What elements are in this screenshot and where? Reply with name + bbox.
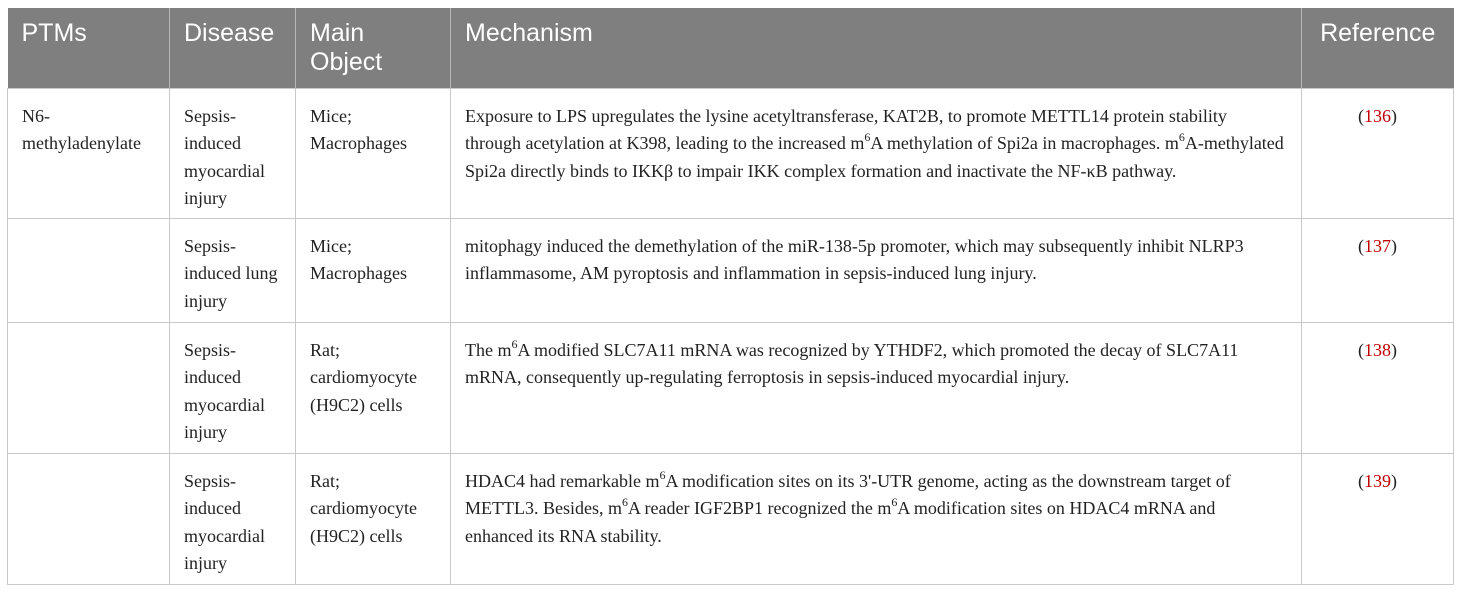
cell-ptm: [8, 322, 170, 453]
mechanism-text: A modification sites on its 3'-UTR genome, acting as the downstream target of METTL3. Besides, m: [465, 470, 1231, 518]
cell-disease: Sepsis-induced lung injury: [170, 218, 296, 322]
header-reference: Reference: [1302, 8, 1454, 88]
reference-link[interactable]: 137: [1364, 235, 1391, 256]
header-mechanism: Mechanism: [451, 8, 1302, 88]
cell-disease: Sepsis-induced myocardial injury: [170, 453, 296, 584]
cell-reference: (138): [1302, 322, 1454, 453]
superscript: 6: [864, 130, 871, 144]
header-ptms: PTMs: [8, 8, 170, 88]
superscript: 6: [891, 495, 898, 509]
reference-link[interactable]: 138: [1364, 339, 1391, 360]
reference-link[interactable]: 136: [1364, 105, 1391, 126]
table-container: [7, 8, 1453, 585]
header-main-object: Main Object: [296, 8, 451, 88]
reference-link[interactable]: 139: [1364, 470, 1391, 491]
cell-main-object: Mice; Macrophages: [296, 218, 451, 322]
mechanism-text: A methylation of Spi2a in macrophages. m: [870, 133, 1179, 153]
cell-mechanism: [451, 453, 1302, 584]
cell-ptm: [8, 218, 170, 322]
cell-mechanism: [451, 322, 1302, 453]
mechanism-text: A-methylated Spi2a directly binds to IKKβ to impair IKK complex formation and inactivate the NF-κB pathway.: [465, 133, 1284, 181]
mechanism-text: A reader IGF2BP1 recognized the m: [627, 498, 892, 518]
cell-reference: (139): [1302, 453, 1454, 584]
header-disease: Disease: [170, 8, 296, 88]
cell-main-object: Rat; cardiomyocyte (H9C2) cells: [296, 322, 451, 453]
cell-mechanism: [451, 88, 1302, 218]
table-header: [8, 8, 1454, 88]
header-row: [8, 8, 1454, 88]
mechanism-text: The m: [465, 339, 512, 360]
cell-reference: (136): [1302, 88, 1454, 218]
table-body: [8, 88, 1454, 584]
table-row: [8, 322, 1454, 453]
table-row: [8, 453, 1454, 584]
cell-disease: Sepsis-induced myocardial injury: [170, 88, 296, 218]
cell-disease: Sepsis-induced myocardial injury: [170, 322, 296, 453]
cell-mechanism: [451, 218, 1302, 322]
table-row: [8, 88, 1454, 218]
cell-reference: (137): [1302, 218, 1454, 322]
mechanism-text: A modification sites on HDAC4 mRNA and enhanced its RNA stability.: [465, 498, 1216, 546]
mechanism-text: A modified SLC7A11 mRNA was recognized by YTHDF2, which promoted the decay of SLC7A11 mRNA, consequently up-regulating ferroptosis in sepsis-induced myocardial injury.: [465, 339, 1239, 387]
superscript: 6: [621, 495, 628, 509]
ptm-table: [7, 8, 1454, 585]
mechanism-text: mitophagy induced the demethylation of the miR-138-5p promoter, which may subsequently inhibit NLRP3 inflammasome, AM pyroptosis and inflammation in sepsis-induced lung injury.: [465, 235, 1244, 283]
table-row: [8, 218, 1454, 322]
superscript: 6: [1178, 130, 1185, 144]
cell-main-object: Mice; Macrophages: [296, 88, 451, 218]
cell-ptm: N6-methyladenylate: [8, 88, 170, 218]
cell-ptm: [8, 453, 170, 584]
mechanism-text: Exposure to LPS upregulates the lysine acetyltransferase, KAT2B, to promote METTL14 protein stability through acetylation at K398, leading to the increased m: [465, 105, 1227, 153]
superscript: 6: [659, 467, 666, 482]
superscript: 6: [511, 336, 518, 351]
mechanism-text: HDAC4 had remarkable m: [465, 470, 660, 491]
cell-main-object: Rat; cardiomyocyte (H9C2) cells: [296, 453, 451, 584]
